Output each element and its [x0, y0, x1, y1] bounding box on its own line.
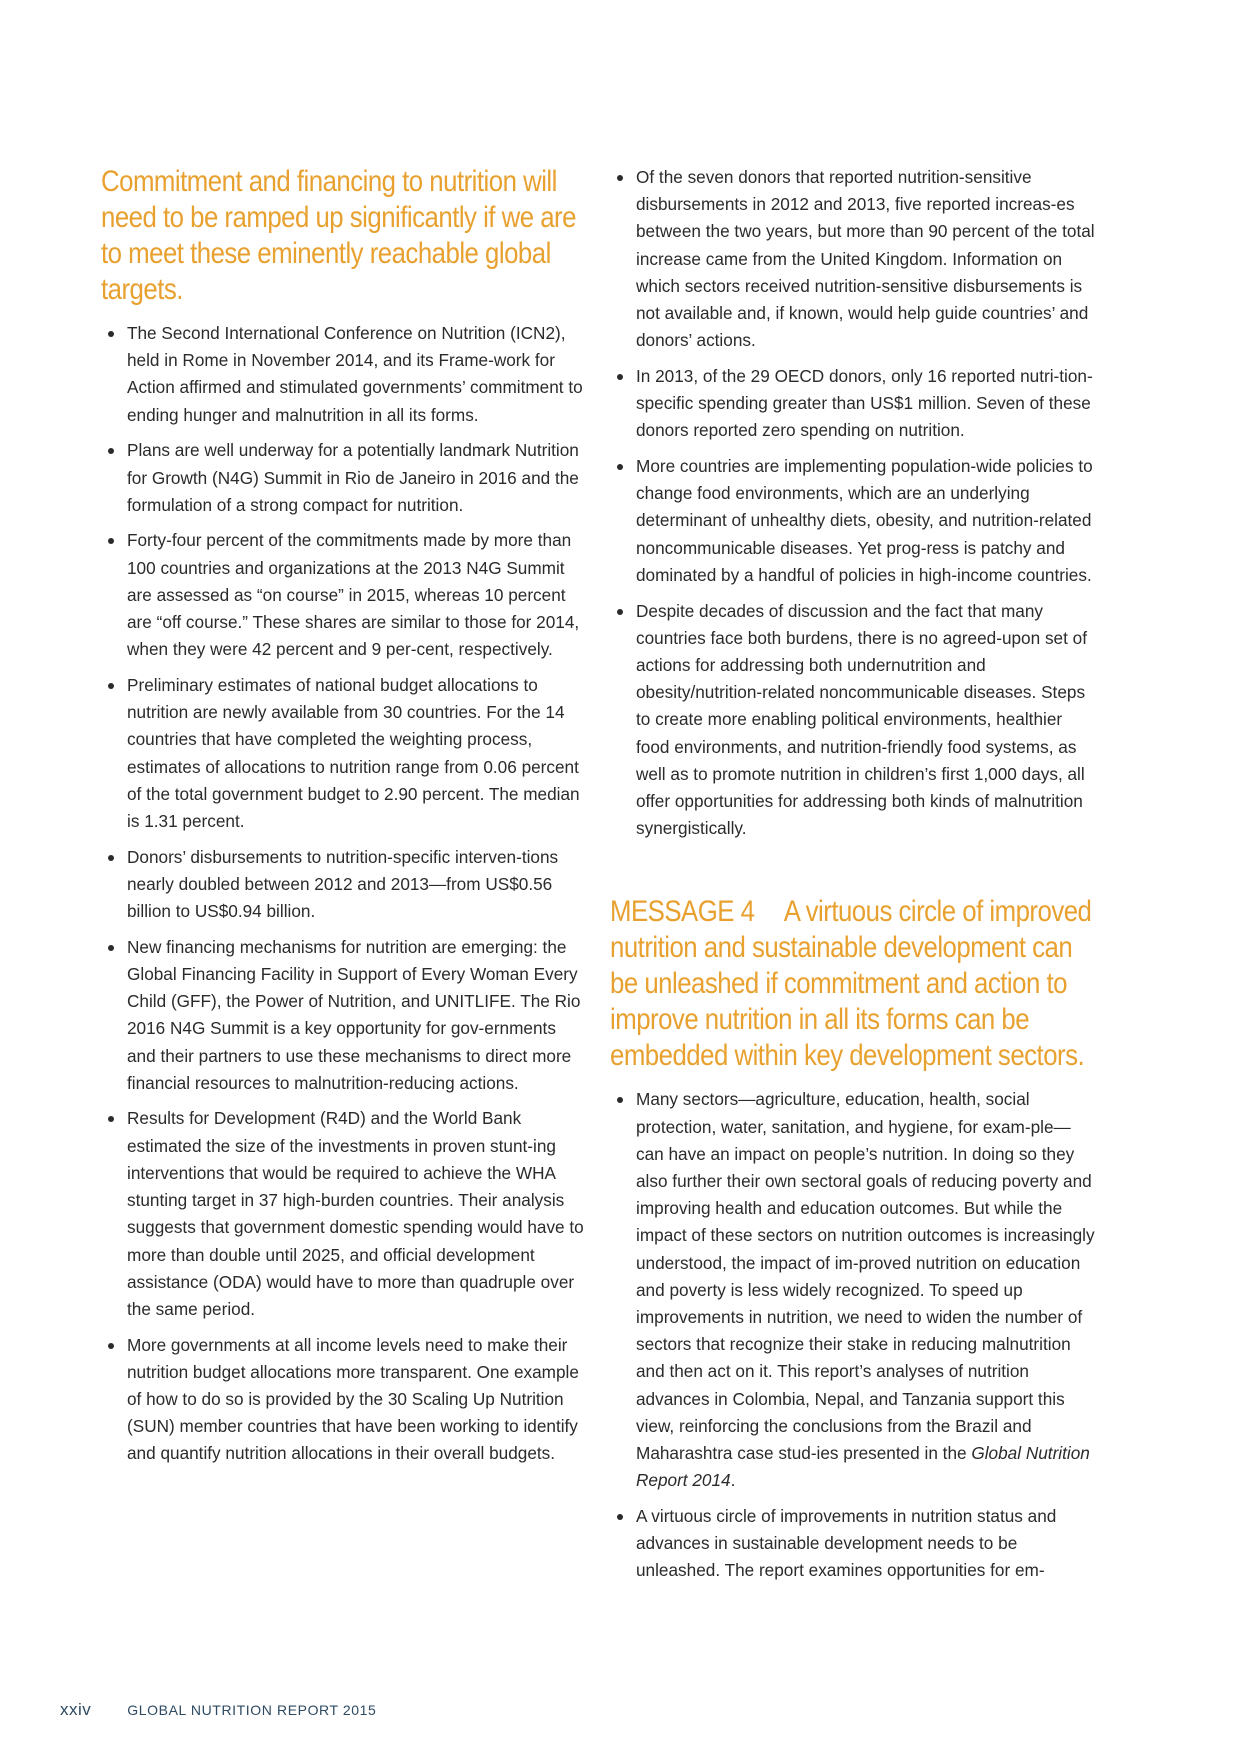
right-column [610, 164, 1096, 1593]
right-bullet-list [610, 164, 1096, 842]
list-item: Donors’ disbursements to nutrition-specific interven-tions nearly doubled between 2012 and 2013—from US$0.56 billion to US$0.94 billion. [101, 844, 585, 926]
list-item: More governments at all income levels need to make their nutrition budget allocations more transparent. One example of how to do so is provided by the 30 Scaling Up Nutrition (SUN) member countries that have been working to identify and quantify nutrition allocations in their overall budgets. [101, 1332, 585, 1468]
message-heading [610, 894, 1097, 1074]
list-item: New financing mechanisms for nutrition are emerging: the Global Financing Facility in Support of Every Woman Every Child (GFF), the Power of Nutrition, and UNITLIFE. The Rio 2016 N4G Summit is a key opportunity for gov-ernments and their partners to use these mechanisms to direct more financial resources to malnutrition-reducing actions. [101, 934, 585, 1097]
list-item-text: Many sectors—agriculture, education, health, social protection, water, sanitation, and hygiene, for exam-ple—can have an impact on people’s nutrition. In doing so they also further their own sectoral goals of reducing poverty and improving health and education outcomes. But while the impact of these sectors on nutrition outcomes is increasingly understood, the impact of im-proved nutrition on education and poverty is less widely recognized. To speed up improvements in nutrition, we need to widen the number of sectors that recognize their stake in reducing malnutrition and then act on it. This report’s analyses of nutrition advances in Colombia, Nepal, and Tanzania support this view, reinforcing the conclusions from the Brazil and Maharashtra case stud-ies presented in the [636, 1089, 1095, 1464]
page-footer [60, 1700, 376, 1720]
list-item: Forty-four percent of the commitments made by more than 100 countries and organizations at the 2013 N4G Summit are assessed as “on course” in 2015, whereas 10 percent are “off course.” These shares are similar to those for 2014, when they were 42 percent and 9 per-cent, respectively. [101, 527, 585, 663]
left-column [101, 164, 585, 1476]
list-item [610, 1086, 1096, 1494]
list-item: More countries are implementing population-wide policies to change food environments, which are an underlying determinant of unhealthy diets, obesity, and nutrition-related noncommunicable diseases. Yet prog-ress is patchy and dominated by a handful of policies in high-income countries. [610, 453, 1096, 589]
message-bullet-list [610, 1086, 1096, 1584]
list-item: Plans are well underway for a potentially landmark Nutrition for Growth (N4G) Summit in Rio de Janeiro in 2016 and the formulation of a strong compact for nutrition. [101, 437, 585, 519]
list-item: The Second International Conference on Nutrition (ICN2), held in Rome in November 2014, and its Frame-work for Action affirmed and stimulated governments’ commitment to ending hunger and malnutrition in all its forms. [101, 320, 585, 429]
list-item: In 2013, of the 29 OECD donors, only 16 reported nutri-tion-specific spending greater than US$1 million. Seven of these donors reported zero spending on nutrition. [610, 363, 1096, 445]
report-title-italic: Global Nutrition Report 2014 [636, 1443, 1090, 1491]
message-heading-text: A virtuous circle of improved nutrition and sustainable development can be unleashed if commitment and action to improve nutrition in all its forms can be embedded within key development sectors. [610, 895, 1092, 1073]
list-item: Preliminary estimates of national budget allocations to nutrition are newly available from 30 countries. For the 14 countries that have completed the weighting process, estimates of allocations to nutrition range from 0.06 percent of the total government budget to 2.90 percent. The median is 1.31 percent. [101, 672, 585, 835]
left-bullet-list [101, 320, 585, 1468]
footer-report-title: GLOBAL NUTRITION REPORT 2015 [127, 1702, 377, 1718]
page-number: xxiv [60, 1700, 92, 1719]
section-heading: Commitment and financing to nutrition will need to be ramped up significantly if we are to meet these eminently reachable global targets. [101, 165, 576, 306]
list-item-end: . [730, 1470, 736, 1491]
list-item: Despite decades of discussion and the fact that many countries face both burdens, there is no agreed-upon set of actions for addressing both undernutrition and obesity/nutrition-related noncommunicable diseases. Steps to create more enabling political environments, healthier food environments, and nutrition-friendly food systems, as well as to promote nutrition in children’s first 1,000 days, all offer opportunities for addressing both kinds of malnutrition synergistically. [610, 598, 1096, 843]
message-label: MESSAGE 4 [610, 895, 755, 929]
list-item: A virtuous circle of improvements in nutrition status and advances in sustainable development needs to be unleashed. The report examines opportunities for em- [610, 1503, 1096, 1585]
list-item: Of the seven donors that reported nutrition-sensitive disbursements in 2012 and 2013, five reported increas-es between the two years, but more than 90 percent of the total increase came from the United Kingdom. Information on which sectors received nutrition-sensitive disbursements is not available and, if known, would help guide countries’ and donors’ actions. [610, 164, 1096, 354]
message-4-section [610, 894, 1096, 1584]
list-item: Results for Development (R4D) and the World Bank estimated the size of the investments in proven stunt-ing interventions that would be required to achieve the WHA stunting target in 37 high-burden countries. Their analysis suggests that government domestic spending would have to more than double until 2025, and official development assistance (ODA) would have to more than quadruple over the same period. [101, 1105, 585, 1323]
